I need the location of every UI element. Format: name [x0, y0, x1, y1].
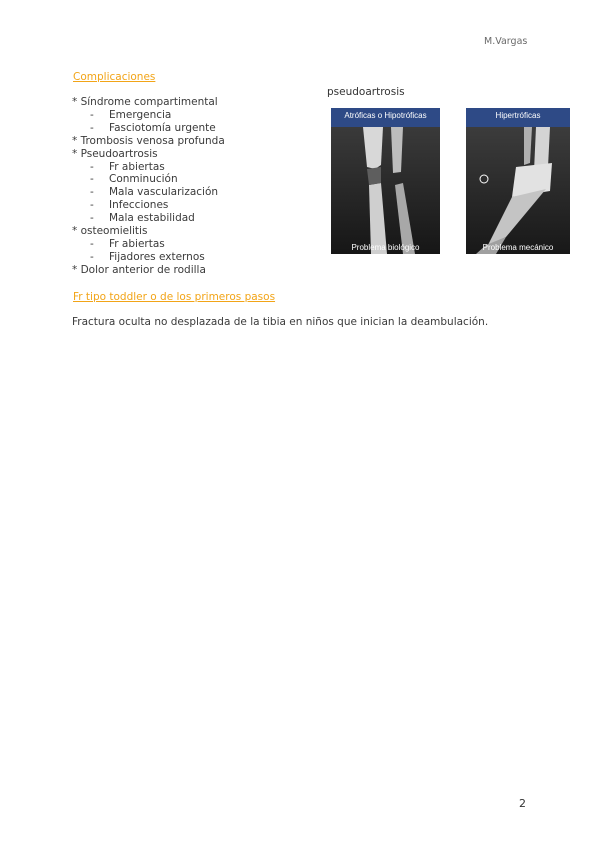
list-item [72, 264, 225, 277]
page-number: 2 [519, 797, 526, 810]
list-item [72, 251, 225, 264]
list-dash: - [90, 121, 94, 134]
list-item-text: Infecciones [109, 199, 169, 212]
list-dash: - [90, 199, 94, 212]
list-item-text: Mala estabilidad [109, 212, 195, 225]
list-item-text: Fr abiertas [109, 237, 165, 250]
list-item [72, 212, 225, 225]
xray-hypertrophic-image [466, 127, 570, 254]
list-item-text: Fr abiertas [109, 160, 165, 173]
xray-atrophic-footer: Problema biológico [351, 243, 420, 252]
list-dash: - [90, 160, 94, 173]
list-item-text: Mala vascularización [109, 186, 219, 199]
list-item [72, 161, 225, 174]
list-item [72, 186, 225, 199]
list-dash: - [90, 108, 94, 121]
list-item [72, 173, 225, 186]
list-item-text: * osteomielitis [72, 225, 148, 238]
list-dash: - [90, 237, 94, 250]
xray-atrophic-image [331, 127, 440, 254]
list-item [72, 109, 225, 122]
xray-hypertrophic-footer: Problema mecánico [482, 243, 554, 252]
list-item-text: Emergencia [109, 108, 172, 121]
list-item-text: * Síndrome compartimental [72, 96, 218, 108]
list-item [72, 199, 225, 212]
list-item [72, 122, 225, 135]
list-item [72, 225, 225, 238]
list-dash: - [90, 186, 94, 199]
list-dash: - [90, 212, 94, 225]
list-item [72, 135, 225, 148]
xray-hypertrophic [466, 108, 570, 254]
list-item [72, 96, 225, 109]
list-item-text: Conminución [109, 173, 178, 186]
xray-hypertrophic-header: Hipertróficas [466, 108, 570, 127]
complicaciones-heading: Complicaciones [73, 71, 156, 83]
list-item-text: Fasciotomía urgente [109, 121, 216, 134]
complicaciones-list [72, 96, 225, 277]
list-dash: - [90, 173, 94, 186]
xray-atrophic [331, 108, 440, 254]
list-item-text: * Dolor anterior de rodilla [72, 263, 206, 276]
xray-atrophic-header: Atróficas o Hipotróficas [331, 108, 440, 127]
list-item-text: Fijadores externos [109, 250, 205, 263]
list-dash: - [90, 250, 94, 263]
list-item-text: * Trombosis venosa profunda [72, 134, 225, 147]
list-item [72, 148, 225, 161]
list-item [72, 238, 225, 251]
toddler-heading: Fr tipo toddler o de los primeros pasos [73, 291, 276, 303]
author-name: M.Vargas [484, 36, 528, 47]
list-item-text: * Pseudoartrosis [72, 147, 158, 160]
figure-title: pseudoartrosis [327, 86, 405, 98]
toddler-description: Fractura oculta no desplazada de la tibia en niños que inician la deambulación. [72, 316, 489, 328]
